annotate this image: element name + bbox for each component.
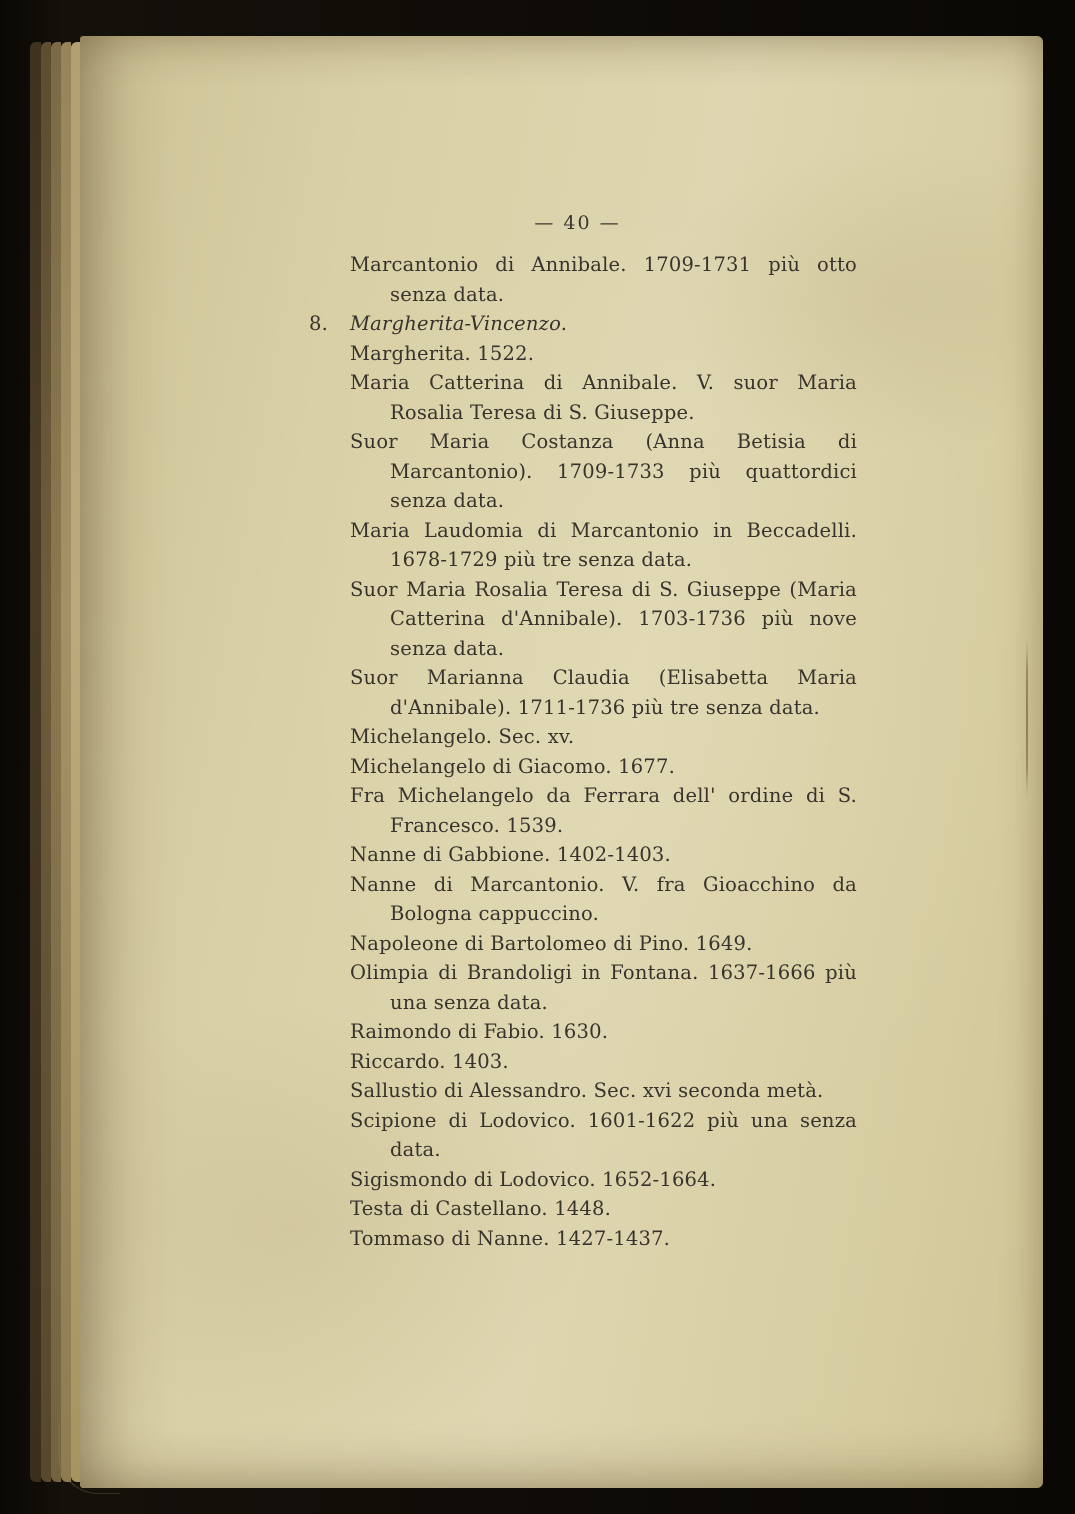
list-item <box>350 1224 857 1254</box>
entry-text: Fra Michelangelo da Ferrara dell' ordine di S. Francesco. 1539. <box>350 784 857 837</box>
list-item <box>350 1017 857 1047</box>
entry-text: Sallustio di Alessandro. Sec. xvi seconda metà. <box>350 1079 824 1102</box>
entry-text: Nanne di Marcantonio. V. fra Gioacchino da Bologna cappuccino. <box>350 872 857 925</box>
page-edge-strip <box>30 42 41 1482</box>
list-item <box>309 309 857 339</box>
page-edge-strip <box>51 42 61 1482</box>
entry-text: Suor Maria Costanza (Anna Betisia di Marcantonio). 1709-1733 più quattordici senza data. <box>350 430 857 512</box>
list-item <box>350 1194 857 1224</box>
entry-text: Michelangelo. Sec. xv. <box>350 725 575 748</box>
list-item <box>350 929 857 959</box>
list-item <box>350 1047 857 1077</box>
list-item <box>350 368 857 427</box>
entry-text: Raimondo di Fabio. 1630. <box>350 1020 609 1043</box>
list-item <box>350 840 857 870</box>
list-item <box>350 781 857 840</box>
entry-text: Suor Maria Rosalia Teresa di S. Giuseppe (Maria Catterina d'Annibale). 1703-1736 più nove senza data. <box>350 577 857 660</box>
entry-text: Tommaso di Nanne. 1427-1437. <box>350 1226 671 1250</box>
list-item <box>350 663 857 722</box>
list-item <box>350 427 857 516</box>
list-item <box>350 958 857 1017</box>
entry-text: Marcantonio di Annibale. 1709-1731 più otto senza data. <box>350 253 857 306</box>
page-crease <box>1026 636 1028 801</box>
list-item <box>350 1106 857 1165</box>
entry-text: Maria Laudomia di Marcantonio in Beccadelli. 1678-1729 più tre senza data. <box>350 518 857 571</box>
entry-text: Maria Catterina di Annibale. V. suor Maria Rosalia Teresa di S. Giuseppe. <box>350 371 857 424</box>
list-item <box>350 516 857 575</box>
list-item <box>350 339 857 369</box>
entry-text: Margherita-Vincenzo. <box>350 312 568 335</box>
page-edge-strip <box>41 42 51 1482</box>
entry-text: Michelangelo di Giacomo. 1677. <box>350 754 675 778</box>
entry-list <box>309 250 857 1253</box>
entry-text: Nanne di Gabbione. 1402-1403. <box>350 843 671 866</box>
list-item <box>350 722 857 752</box>
list-item <box>350 752 857 782</box>
list-item <box>350 250 857 309</box>
list-item <box>350 575 857 664</box>
entry-text: Napoleone di Bartolomeo di Pino. 1649. <box>350 931 753 955</box>
entry-text: Riccardo. 1403. <box>350 1049 509 1073</box>
list-item <box>350 1076 857 1106</box>
page-number: — 40 — <box>534 212 621 234</box>
list-item <box>350 870 857 929</box>
entry-text: Testa di Castellano. 1448. <box>350 1197 612 1220</box>
entry-text: Margherita. 1522. <box>350 341 535 365</box>
entry-text: Scipione di Lodovico. 1601-1622 più una senza data. <box>350 1108 857 1161</box>
page-edge-strip <box>61 42 71 1482</box>
list-item <box>350 1165 857 1195</box>
entry-text: Olimpia di Brandoligi in Fontana. 1637-1666 più una senza data. <box>350 961 857 1014</box>
entry-text: Sigismondo di Lodovico. 1652-1664. <box>350 1167 717 1191</box>
book-page <box>80 36 1043 1488</box>
entry-number: 8. <box>309 312 329 335</box>
entry-text: Suor Marianna Claudia (Elisabetta Maria d'Annibale). 1711-1736 più tre senza data. <box>350 666 857 719</box>
